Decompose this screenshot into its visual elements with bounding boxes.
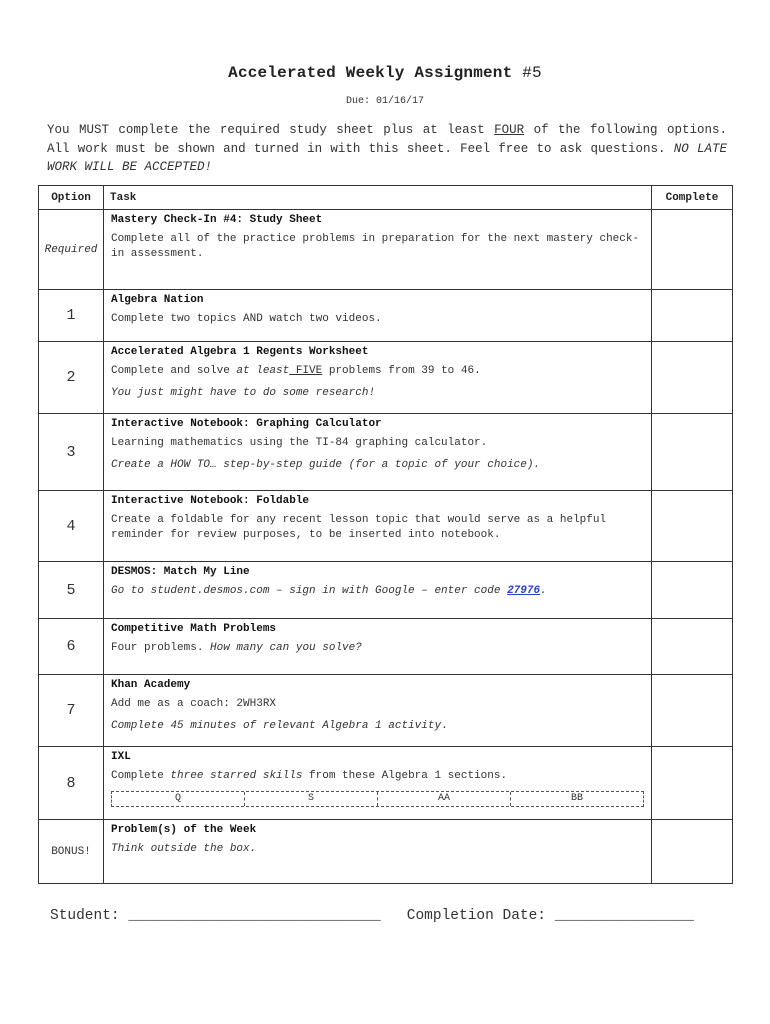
task-cell xyxy=(104,675,652,747)
text-segment: Four problems. xyxy=(111,642,211,654)
table-row xyxy=(39,820,733,884)
option-cell: 6 xyxy=(39,619,104,675)
text-emphasis: Complete 45 minutes of relevant Algebra 1 activity xyxy=(111,720,442,732)
text-segment: . xyxy=(441,720,448,732)
signature-footer xyxy=(50,908,694,924)
task-title: Problem(s) of the Week xyxy=(111,824,257,836)
text-segment: problems from 39 to 46. xyxy=(322,365,481,377)
task-title: Competitive Math Problems xyxy=(111,623,277,635)
task-description: Think outside the box. xyxy=(111,843,257,855)
task-cell xyxy=(104,820,652,884)
desmos-class-code[interactable]: 27976 xyxy=(507,585,541,597)
task-title: DESMOS: Match My Line xyxy=(111,566,250,578)
ixl-section-q: Q xyxy=(112,792,245,806)
task-description: Create a foldable for any recent lesson topic that would serve as a helpful reminder for review purposes, to be inserted into notebook. xyxy=(111,514,607,541)
task-title: Algebra Nation xyxy=(111,294,204,306)
student-label: Student: xyxy=(50,908,120,924)
assignment-table xyxy=(38,185,733,884)
table-row xyxy=(39,290,733,342)
option-cell: 3 xyxy=(39,414,104,491)
table-row xyxy=(39,562,733,619)
task-title: Interactive Notebook: Foldable xyxy=(111,495,310,507)
task-description xyxy=(111,641,644,656)
column-header-complete: Complete xyxy=(652,186,733,210)
task-cell xyxy=(104,619,652,675)
ixl-section-s: S xyxy=(245,792,378,806)
ixl-sections xyxy=(111,791,644,807)
ixl-section-aa: AA xyxy=(378,792,511,806)
student-name-field[interactable]: _____________________________ xyxy=(128,908,381,924)
ixl-section-bb: BB xyxy=(570,793,583,804)
complete-checkbox-cell[interactable] xyxy=(652,210,733,290)
table-row xyxy=(39,491,733,562)
complete-checkbox-cell[interactable] xyxy=(652,491,733,562)
title-text: Accelerated Weekly Assignment xyxy=(228,64,513,82)
task-title: Khan Academy xyxy=(111,679,191,691)
option-cell: 1 xyxy=(39,290,104,342)
text-emphasis: at least xyxy=(236,365,290,377)
task-description xyxy=(111,364,644,379)
task-description xyxy=(111,584,644,599)
text-underline: FIVE xyxy=(289,365,323,377)
option-cell: 5 xyxy=(39,562,104,619)
table-row xyxy=(39,675,733,747)
task-cell xyxy=(104,290,652,342)
task-title: Accelerated Algebra 1 Regents Worksheet xyxy=(111,346,369,358)
task-title: Mastery Check-In #4: Study Sheet xyxy=(111,214,323,226)
option-cell: 4 xyxy=(39,491,104,562)
page-title xyxy=(0,64,770,82)
column-header-task: Task xyxy=(104,186,652,210)
table-row xyxy=(39,342,733,414)
text-emphasis: three starred skills xyxy=(170,770,303,782)
table-row xyxy=(39,747,733,820)
assignment-number: #5 xyxy=(522,64,542,82)
task-title: IXL xyxy=(111,751,131,763)
intro-text-2: of the following options. All work must be shown and turned in with this sheet. Feel free to ask questions. xyxy=(47,123,727,156)
task-description: Learning mathematics using the TI-84 graphing calculator. xyxy=(111,437,488,449)
task-description: Complete two topics AND watch two videos. xyxy=(111,313,382,325)
completion-date-label: Completion Date: xyxy=(406,908,547,924)
task-note: Create a HOW TO… step-by-step guide (for a topic of your choice). xyxy=(111,459,541,471)
option-cell: 8 xyxy=(39,747,104,820)
option-cell: 7 xyxy=(39,675,104,747)
task-note: You just might have to do some research! xyxy=(111,387,376,399)
text-segment: Complete xyxy=(111,770,171,782)
complete-checkbox-cell[interactable] xyxy=(652,414,733,491)
complete-checkbox-cell[interactable] xyxy=(652,290,733,342)
table-row xyxy=(39,210,733,290)
task-description xyxy=(111,769,644,784)
text-segment: Complete and solve xyxy=(111,365,237,377)
completion-date-field[interactable]: ________________ xyxy=(554,908,694,924)
due-date: Due: 01/16/17 xyxy=(345,96,424,107)
task-cell xyxy=(104,414,652,491)
table-row xyxy=(39,414,733,491)
option-cell: BONUS! xyxy=(39,820,104,884)
text-segment: from these Algebra 1 sections. xyxy=(302,770,508,782)
complete-checkbox-cell[interactable] xyxy=(652,675,733,747)
task-cell xyxy=(104,562,652,619)
complete-checkbox-cell[interactable] xyxy=(652,747,733,820)
complete-checkbox-cell[interactable] xyxy=(652,342,733,414)
table-row xyxy=(39,619,733,675)
option-cell: Required xyxy=(39,210,104,290)
option-cell: 2 xyxy=(39,342,104,414)
column-header-option: Option xyxy=(39,186,104,210)
task-description: Add me as a coach: 2WH3RX xyxy=(111,698,277,710)
task-cell xyxy=(104,747,652,820)
text-emphasis: How many can you solve? xyxy=(210,642,362,654)
text-segment: . xyxy=(540,585,547,597)
task-cell xyxy=(104,342,652,414)
task-title: Interactive Notebook: Graphing Calculator xyxy=(111,418,382,430)
task-description: Complete all of the practice problems in preparation for the next mastery check-in assessment. xyxy=(111,233,640,260)
intro-paragraph xyxy=(47,121,727,177)
intro-text-1: You MUST complete the required study sheet plus at least xyxy=(47,123,495,137)
task-cell xyxy=(104,491,652,562)
task-note xyxy=(111,719,644,734)
task-cell xyxy=(104,210,652,290)
intro-emphasis: FOUR xyxy=(494,123,525,137)
complete-checkbox-cell[interactable] xyxy=(652,820,733,884)
text-segment: Go to student.desmos.com – sign in with Google – enter code xyxy=(111,585,508,597)
complete-checkbox-cell[interactable] xyxy=(652,562,733,619)
table-header-row xyxy=(39,186,733,210)
late-work-warning: NO LATE WORK WILL BE ACCEPTED! xyxy=(47,141,727,174)
complete-checkbox-cell[interactable] xyxy=(652,619,733,675)
